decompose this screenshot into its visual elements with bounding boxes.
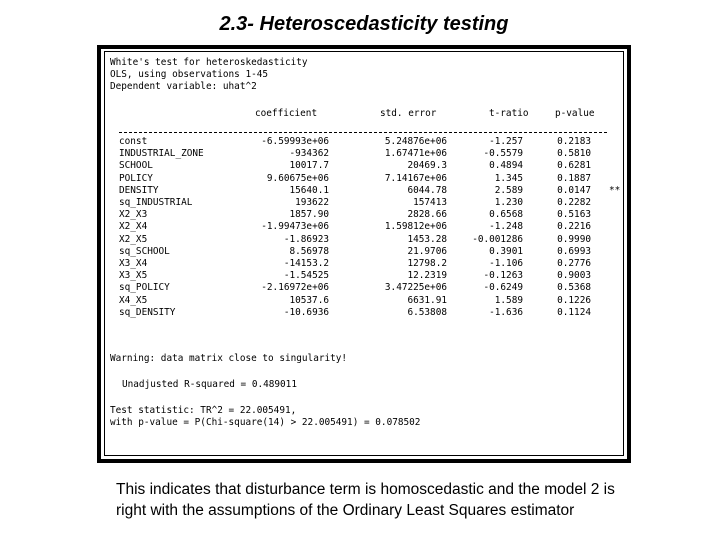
row-std-error: 6.53808	[407, 306, 447, 318]
row-t-ratio: 0.6568	[489, 209, 523, 221]
row-variable-name: sq_SCHOOL	[119, 245, 170, 257]
regression-output-panel	[97, 45, 631, 463]
col-header-coefficient: coefficient	[255, 108, 318, 119]
row-variable-name: X2_X4	[119, 221, 148, 233]
row-coefficient: -1.54525	[283, 270, 329, 282]
slide-title: 2.3- Heteroscedasticity testing	[219, 13, 509, 35]
row-variable-name: X2_X3	[119, 209, 148, 221]
row-variable-name: X3_X5	[119, 270, 148, 282]
row-variable-name: X4_X5	[119, 294, 148, 306]
row-std-error: 2828.66	[407, 209, 447, 221]
row-t-ratio: 1.345	[494, 172, 523, 184]
col-header-p-value: p-value	[555, 108, 595, 119]
row-significance: **	[609, 184, 621, 196]
row-std-error: 157413	[413, 197, 447, 208]
row-t-ratio: -1.248	[489, 221, 523, 233]
row-t-ratio: -0.1263	[483, 270, 523, 282]
row-p-value: 0.5810	[557, 148, 591, 160]
row-p-value: 0.2282	[557, 197, 591, 208]
r-squared-line: Unadjusted R-squared = 0.489011	[122, 379, 297, 390]
row-coefficient: 10537.6	[289, 294, 329, 306]
test-name-line: White's test for heteroskedasticity	[110, 57, 308, 68]
row-variable-name: sq_POLICY	[119, 282, 170, 294]
row-variable-name: SCHOOL	[119, 160, 153, 172]
row-variable-name: POLICY	[119, 172, 153, 184]
row-std-error: 1.67471e+06	[384, 148, 447, 160]
row-coefficient: -10.6936	[283, 306, 329, 318]
row-variable-name: DENSITY	[119, 184, 159, 196]
row-t-ratio: -1.257	[489, 136, 523, 147]
row-p-value: 0.6281	[557, 160, 591, 172]
row-p-value: 0.2216	[557, 221, 591, 233]
row-variable-name: X3_X4	[119, 258, 148, 269]
row-t-ratio: 1.230	[494, 197, 523, 208]
p-value-line: with p-value = P(Chi-square(14) > 22.005491) = 0.078502	[110, 417, 421, 428]
row-t-ratio: -0.5579	[483, 148, 523, 160]
row-std-error: 12798.2	[407, 258, 447, 269]
row-p-value: 0.1887	[557, 172, 591, 184]
col-header-t-ratio: t-ratio	[489, 108, 529, 119]
col-header-std-error: std. error	[380, 108, 437, 119]
row-coefficient: -2.16972e+06	[261, 282, 329, 294]
row-p-value: 0.9003	[557, 270, 591, 282]
row-p-value: 0.1124	[557, 306, 591, 318]
row-coefficient: 8.56978	[289, 245, 329, 257]
row-std-error: 1.59812e+06	[384, 221, 447, 233]
row-p-value: 0.2183	[557, 136, 591, 147]
row-std-error: 1453.28	[407, 233, 447, 245]
row-std-error: 21.9706	[407, 245, 447, 257]
test-statistic-line: Test statistic: TR^2 = 22.005491,	[110, 405, 297, 416]
conclusion-caption: This indicates that disturbance term is homoscedastic and the model 2 is right with the assumptions of the Ordinary Least Squares estimator	[116, 481, 615, 519]
row-variable-name: INDUSTRIAL_ZONE	[119, 148, 204, 160]
row-t-ratio: 0.3901	[489, 245, 523, 257]
row-p-value: 0.1226	[557, 294, 591, 306]
row-t-ratio: -1.636	[489, 306, 523, 318]
row-coefficient: -934362	[289, 148, 329, 160]
row-p-value: 0.5163	[557, 209, 591, 221]
row-variable-name: const	[119, 136, 148, 147]
row-t-ratio: 2.589	[494, 184, 523, 196]
row-p-value: 0.0147	[557, 184, 591, 196]
row-t-ratio: -0.6249	[483, 282, 523, 294]
row-std-error: 6631.91	[407, 294, 447, 306]
row-std-error: 3.47225e+06	[384, 282, 447, 294]
row-variable-name: sq_DENSITY	[119, 306, 176, 318]
row-coefficient: -6.59993e+06	[261, 136, 329, 147]
row-p-value: 0.6993	[557, 245, 591, 257]
row-std-error: 6044.78	[407, 184, 447, 196]
row-p-value: 0.9990	[557, 233, 591, 245]
row-coefficient: -1.99473e+06	[261, 221, 329, 233]
header-separator	[119, 132, 607, 133]
row-coefficient: 10017.7	[289, 160, 329, 172]
row-t-ratio: 1.589	[494, 294, 523, 306]
row-std-error: 12.2319	[407, 270, 447, 282]
row-variable-name: sq_INDUSTRIAL	[119, 197, 193, 208]
row-coefficient: 193622	[295, 197, 329, 208]
row-coefficient: -1.86923	[283, 233, 329, 245]
row-coefficient: 15640.1	[289, 184, 329, 196]
row-t-ratio: -1.106	[489, 258, 523, 269]
row-t-ratio: 0.4894	[489, 160, 523, 172]
row-std-error: 7.14167e+06	[384, 172, 447, 184]
observations-line: OLS, using observations 1-45	[110, 69, 269, 80]
row-std-error: 20469.3	[407, 160, 447, 172]
row-coefficient: 1857.90	[289, 209, 329, 221]
regression-output-text	[104, 51, 624, 456]
row-coefficient: 9.60675e+06	[266, 172, 329, 184]
row-std-error: 5.24876e+06	[384, 136, 447, 147]
dependent-variable-line: Dependent variable: uhat^2	[110, 81, 257, 92]
row-coefficient: -14153.2	[283, 258, 329, 269]
warning-line: Warning: data matrix close to singularity!	[110, 353, 348, 364]
row-p-value: 0.2776	[557, 258, 591, 269]
row-variable-name: X2_X5	[119, 233, 148, 245]
row-t-ratio: -0.001286	[472, 233, 523, 245]
row-p-value: 0.5368	[557, 282, 591, 294]
